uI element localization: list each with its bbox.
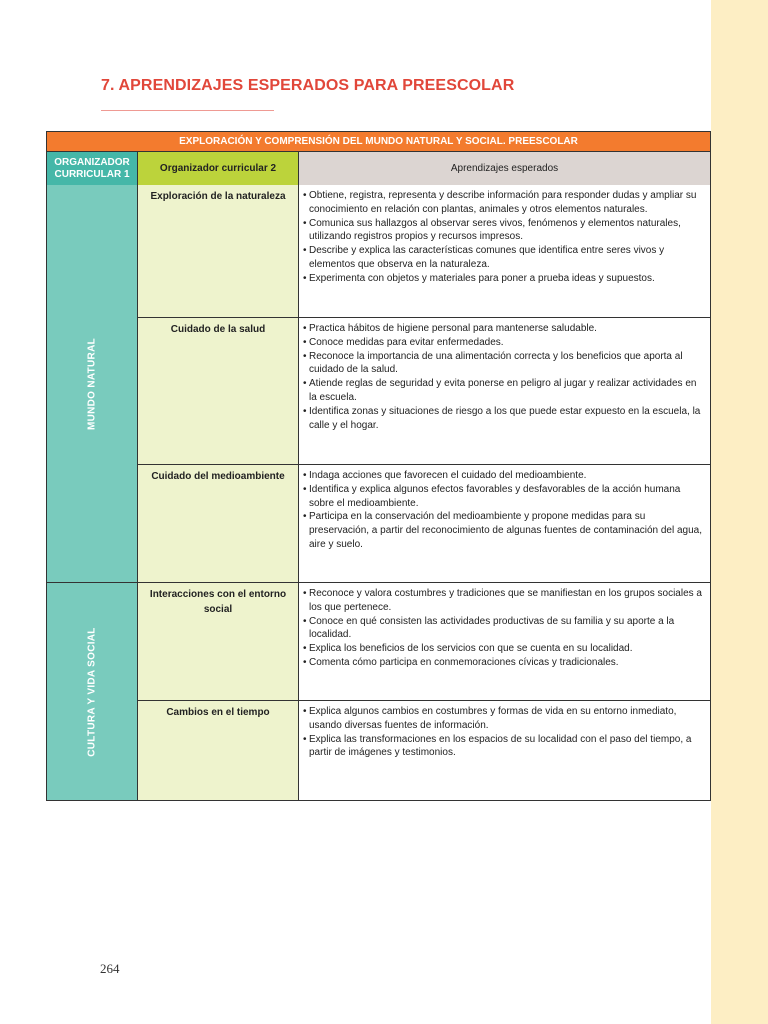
title-underline <box>101 110 274 111</box>
organizer-cell: Exploración de la naturaleza <box>138 185 299 318</box>
page-title: 7. APRENDIZAJES ESPERADOS PARA PREESCOLAR <box>101 77 515 94</box>
list-item: • Indaga acciones que favorecen el cuidado del medioambiente. <box>303 469 704 483</box>
side-margin-strip <box>711 0 768 1024</box>
list-item: • Participa en la conservación del medioambiente y propone medidas para su preservación, a partir del reconocimiento de algunas fuentes de contaminación del agua, aire y suelo. <box>303 510 704 551</box>
list-item: • Reconoce la importancia de una alimentación correcta y los beneficios que aporta al cuidado de la salud. <box>303 350 704 378</box>
list-item: • Experimenta con objetos y materiales para poner a prueba ideas y supuestos. <box>303 272 704 286</box>
list-item: • Conoce medidas para evitar enfermedades. <box>303 336 704 350</box>
list-item: • Comenta cómo participa en conmemoraciones cívicas y tradicionales. <box>303 656 704 670</box>
column-header-expected-learnings: Aprendizajes esperados <box>299 152 710 185</box>
organizer-cell: Cambios en el tiempo <box>138 701 299 800</box>
list-item: • Explica los beneficios de los servicios con que se cuenta en su localidad. <box>303 642 704 656</box>
expected-learnings-cell <box>299 701 710 800</box>
organizer-cell: Interacciones con el entorno social <box>138 583 299 701</box>
group-label: CULTURA Y VIDA SOCIAL <box>86 626 98 757</box>
column-header-organizer-2: Organizador curricular 2 <box>138 152 299 185</box>
list-item: • Identifica zonas y situaciones de riesgo a los que puede estar expuesto en la escuela, la calle y el hogar. <box>303 405 704 433</box>
list-item: • Conoce en qué consisten las actividades productivas de su familia y su aporte a la localidad. <box>303 615 704 643</box>
list-item: • Practica hábitos de higiene personal para mantenerse saludable. <box>303 322 704 336</box>
expected-learnings-cell <box>299 318 710 465</box>
organizer-cell: Cuidado de la salud <box>138 318 299 465</box>
list-item: • Explica algunos cambios en costumbres y formas de vida en su entorno inmediato, usando diversas fuentes de información. <box>303 705 704 733</box>
list-item: • Atiende reglas de seguridad y evita ponerse en peligro al jugar y realizar actividades en la escuela. <box>303 377 704 405</box>
list-item: • Explica las transformaciones en los espacios de su localidad con el paso del tiempo, a partir de imágenes y testimonios. <box>303 733 704 761</box>
group-label: MUNDO NATURAL <box>86 337 98 430</box>
table-title-header: EXPLORACIÓN Y COMPRENSIÓN DEL MUNDO NATURAL Y SOCIAL. PREESCOLAR <box>47 132 710 152</box>
expected-learnings-cell <box>299 465 710 583</box>
expected-learnings-cell <box>299 583 710 701</box>
list-item: • Reconoce y valora costumbres y tradiciones que se manifiestan en los grupos sociales a los que pertenece. <box>303 587 704 615</box>
list-item: • Comunica sus hallazgos al observar seres vivos, fenómenos y elementos naturales, utilizando registros propios y recursos impresos. <box>303 217 704 245</box>
organizer-cell: Cuidado del medioambiente <box>138 465 299 583</box>
column-header-organizer-1: ORGANIZADOR CURRICULAR 1 <box>47 152 138 185</box>
list-item: • Obtiene, registra, representa y describe información para responder dudas y ampliar su conocimiento en relación con plantas, animales y otros elementos naturales. <box>303 189 704 217</box>
group-cell-cultura-y-vida-social <box>47 583 138 800</box>
page-number: 264 <box>100 961 120 976</box>
learning-outcomes-table <box>46 131 711 801</box>
expected-learnings-cell <box>299 185 710 318</box>
list-item: • Describe y explica las características comunes que identifica entre seres vivos y elementos que observa en la naturaleza. <box>303 244 704 272</box>
group-cell-mundo-natural <box>47 185 138 583</box>
list-item: • Identifica y explica algunos efectos favorables y desfavorables de la acción humana sobre el medioambiente. <box>303 483 704 511</box>
